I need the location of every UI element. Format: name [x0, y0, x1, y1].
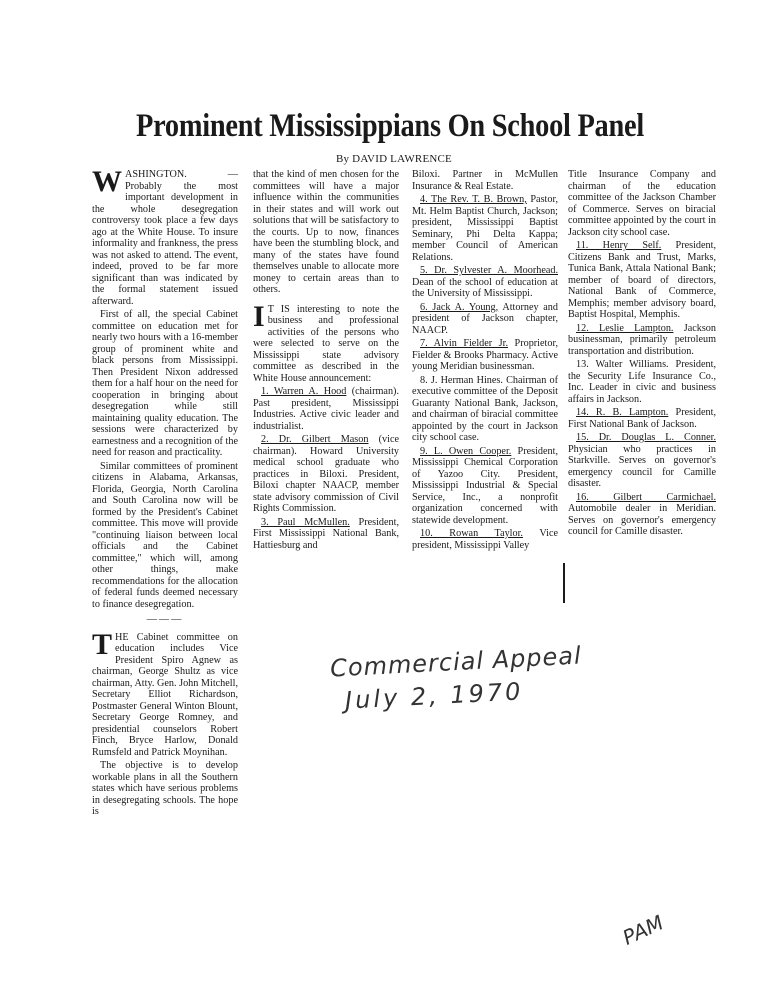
- paragraph: The objective is to develop workable plans in all the Southern states which have serious problems in desegregating schools. The hope is: [92, 760, 238, 817]
- drop-cap: W: [92, 165, 122, 198]
- member-description: President, Citizens Bank and Trust, Marks, Tunica Bank, Attala National Bank; member of board of directors, National Bank of Commerce, Memphis; member advisory board, Baptist Hospital, Memphis.: [568, 240, 716, 320]
- margin-bracket-mark: [563, 563, 565, 603]
- byline: By DAVID LAWRENCE: [336, 153, 452, 165]
- member-entry: [412, 194, 558, 263]
- member-name: 5. Dr. Sylvester A. Moorhead.: [420, 265, 558, 276]
- paragraph: Similar committees of prominent citizens in Alabama, Arkansas, Florida, Georgia, North Carolina and South Carolina now will be formed by the President's Cabinet committee. This move will provide "continuing liaison between local officials and the Cabinet committee," which will, among other things, make recommendations for the allocation of federal funds deemed necessary to finance desegregation.: [92, 460, 238, 610]
- member-description: President, First National Bank of Jackson.: [568, 407, 717, 430]
- member-description: Proprietor, Fielder & Brooks Pharmacy. Active young Meridian businessman.: [412, 338, 558, 372]
- member-name: 6. Jack A. Young,: [420, 301, 499, 313]
- member-entry: [253, 386, 399, 432]
- member-name: 16. Gilbert Carmichael.: [576, 491, 716, 503]
- member-name: 14. R. B. Lampton.: [576, 407, 669, 418]
- member-name: 7. Alvin Fielder Jr.: [420, 338, 509, 349]
- member-entry: [568, 492, 716, 538]
- member-description: President, Mississippi Chemical Corporation of Yazoo City. President, Mississippi Industrial & Special Service, Inc., a nonprofit organization concerned with statewide development.: [412, 445, 558, 526]
- member-description: Dean of the school of education at the University of Mississippi.: [412, 276, 558, 299]
- member-description: Jackson businessman, primarily petroleum transportation and distribution.: [568, 322, 716, 357]
- member-entry: [568, 240, 716, 321]
- member-name: 4. The Rev. T. B. Brown,: [420, 194, 527, 205]
- member-entry: [253, 517, 399, 552]
- member-entry: [412, 338, 558, 373]
- member-description: President, the Security Life Insurance Co., Inc. Leader in civic and business affairs in Jackson.: [568, 359, 716, 405]
- headline: Prominent Mississippians On School Panel: [136, 108, 644, 144]
- member-name: 13. Walter Williams.: [576, 359, 669, 370]
- handwritten-initials: PAM: [618, 910, 668, 950]
- paragraph-text: ASHINGTON. — Probably the most important development in the whole desegregation controversy took place a few days ago at the White House. To insure informality and frankness, the press was not asked to attend. The event, indeed, proved to be far more significant than was indicated by the formal statement issued afterward.: [92, 169, 238, 307]
- member-name: 3. Paul McMullen.: [261, 516, 350, 528]
- member-description: Attorney and president of Jackson chapter, NAACP.: [412, 301, 558, 336]
- article-column-4: [568, 169, 716, 540]
- paragraph: [253, 299, 399, 385]
- paragraph: Title Insurance Company and chairman of the education committee of the Jackson Chamber of Commerce. Serves on biracial committee appointed by the court in Jackson city school case.: [568, 169, 716, 238]
- member-entry: [412, 302, 558, 337]
- member-name: 15. Dr. Douglas L. Conner.: [576, 432, 716, 443]
- member-entry: [568, 359, 716, 405]
- separator: ———: [146, 614, 184, 625]
- member-description: Vice president, Mississippi Valley: [412, 528, 558, 551]
- member-entry: [568, 432, 716, 490]
- member-entry: [412, 528, 558, 551]
- member-name: 2. Dr. Gilbert Mason: [261, 434, 369, 445]
- member-name: 9. L. Owen Cooper.: [420, 445, 512, 457]
- member-name: 11. Henry Self.: [576, 240, 662, 251]
- member-entry: [412, 375, 558, 444]
- member-name: 12. Leslie Lampton.: [576, 322, 674, 334]
- member-entry: [568, 407, 716, 430]
- member-description: Chairman of executive committee of the Deposit Guaranty National Bank, Jackson, and chairman of biracial committee appointed by the court in Jackson city school case.: [412, 374, 558, 443]
- member-entry: [412, 265, 558, 300]
- article-column-2: [253, 169, 399, 553]
- member-description: (vice chairman). Howard University medical school graduate who practices in Biloxi. President, Biloxi chapter NAACP, member state advisory commission of Civil Rights Commission.: [253, 434, 399, 514]
- member-description: Automobile dealer in Meridian. Serves on governor's emergency council for Camille disaster.: [568, 503, 716, 537]
- member-description: Pastor, Mt. Helm Baptist Church, Jackson; president, Mississippi Baptist Seminary, Phi Delta Kappa; member Council of American Relations.: [412, 194, 558, 263]
- handwritten-date: July 2, 1970: [344, 677, 525, 715]
- paragraph: [92, 627, 238, 759]
- article-column-3: [412, 169, 558, 553]
- member-description: (chairman). Past president, Mississippi Industries. Active civic leader and industrialist.: [253, 386, 399, 432]
- member-entry: [253, 434, 399, 515]
- member-name: 8. J. Herman Hines.: [420, 374, 503, 386]
- article-column-1: [92, 165, 238, 820]
- paragraph: that the kind of men chosen for the committees will have a major influence within the communities in their states and will work out solutions that will be satisfactory to the courts. Up to now, finances have been the stumbling block, and many of the states have found themselves unable to allocate more money to certain areas than to others.: [253, 169, 399, 295]
- member-description: Physician who practices in Starkville. Serves on governor's emergency council for Camille disaster.: [568, 443, 716, 489]
- paragraph: First of all, the special Cabinet committee on education met for nearly two hours with a 16-member group of prominent white and black persons from Mississippi. Then President Nixon addressed them for a half hour on the need for cooperation in bringing about desegregation while still maintaining quality education. The sessions were characterized by earnestness and a recognition of the need for reason and practicality.: [92, 309, 238, 458]
- handwritten-source: Commercial Appeal: [329, 641, 583, 683]
- drop-cap: T: [92, 627, 113, 661]
- paragraph: [92, 165, 238, 307]
- drop-cap: I: [253, 299, 265, 333]
- member-description: President, First Mississippi National Bank, Hattiesburg and: [253, 516, 399, 551]
- paragraph-text: HE Cabinet committee on education includes Vice President Spiro Agnew as chairman, George Shultz as vice chairman, Atty. Gen. John Mitchell, Secretary Elliot Richardson, Postmaster General Winton Blount, Secretary George Romney, and presidential counselors Robert Finch, Bryce Harlow, Donald Rumsfeld and Patrick Moynihan.: [92, 631, 238, 758]
- member-name: 1. Warren A. Hood: [261, 386, 347, 397]
- member-name: 10. Rowan Taylor.: [420, 528, 523, 539]
- paragraph: Biloxi. Partner in McMullen Insurance & Real Estate.: [412, 169, 558, 192]
- paragraph-text: T IS interesting to note the business and professional activities of the persons who were selected to serve on the Mississippi state advisory committee as described in the White House announcement:: [253, 303, 399, 384]
- member-entry: [412, 446, 558, 527]
- member-entry: [568, 323, 716, 358]
